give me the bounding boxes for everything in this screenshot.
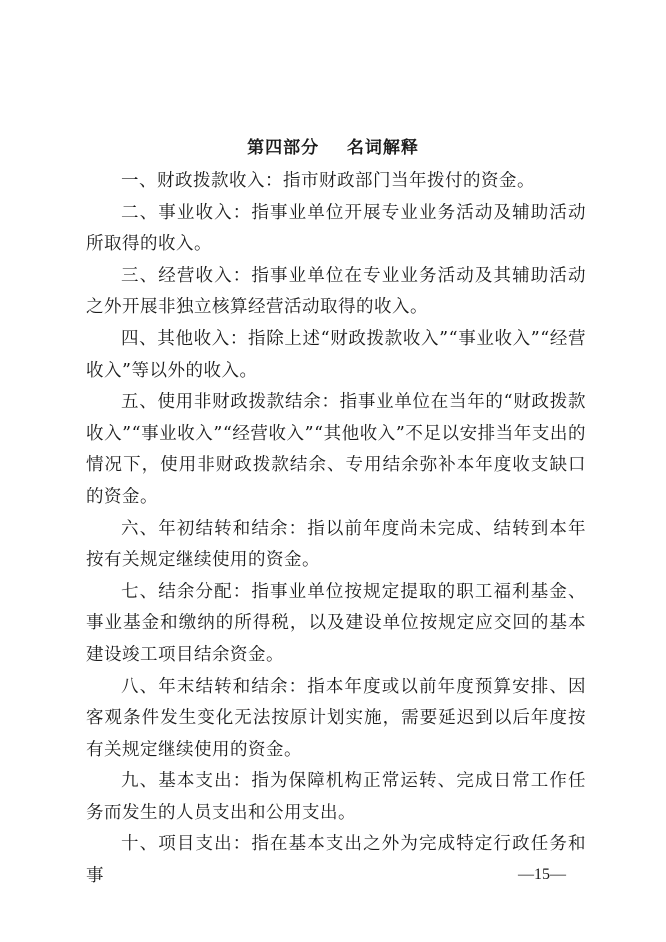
- paragraph-7: 七、结余分配：指事业单位按规定提取的职工福利基金、事业基金和缴纳的所得税，以及建设单位按规定应交回的基本建设竣工项目结余资金。: [86, 581, 586, 665]
- document-body: [86, 166, 586, 893]
- paragraph-1: 一、财政拨款收入：指市财政部门当年拨付的资金。: [121, 171, 535, 191]
- paragraph-4: 四、其他收入：指除上述“财政拨款收入”“事业收入”“经营收入”等以外的收入。: [86, 328, 586, 381]
- section-title: 第四部分 名词解释: [247, 138, 419, 158]
- paragraph-6: 六、年初结转和结余：指以前年度尚未完成、结转到本年 按有关规定继续使用的资金。: [86, 518, 586, 571]
- paragraph-5: 五、使用非财政拨款结余：指事业单位在当年的“财政拨款收入”“事业收入”“经营收入”“其他收入”不足以安排当年支出的情况下，使用非财政拨款结余、专用结余弥补本年度收支缺口的资金。: [86, 392, 586, 507]
- paragraph-9: 九、基本支出：指为保障机构正常运转、完成日常工作任务而发生的人员支出和公用支出。: [86, 771, 586, 823]
- page-number: —15—: [518, 866, 566, 883]
- paragraph-3: 三、经营收入：指事业单位在专业业务活动及其辅助活动之外开展非独立核算经营活动取得的收入。: [86, 265, 586, 318]
- paragraph-8: 八、年末结转和结余：指本年度或以前年度预算安排、因客观条件发生变化无法按原计划实施，需要延迟到以后年度按有关规定继续使用的资金。: [86, 676, 586, 760]
- paragraph-10: 十、项目支出：指在基本支出之外为完成特定行政任务和事: [86, 834, 586, 887]
- paragraph-2: 二、事业收入：指事业单位开展专业业务活动及辅助活动所取得的收入。: [86, 202, 586, 255]
